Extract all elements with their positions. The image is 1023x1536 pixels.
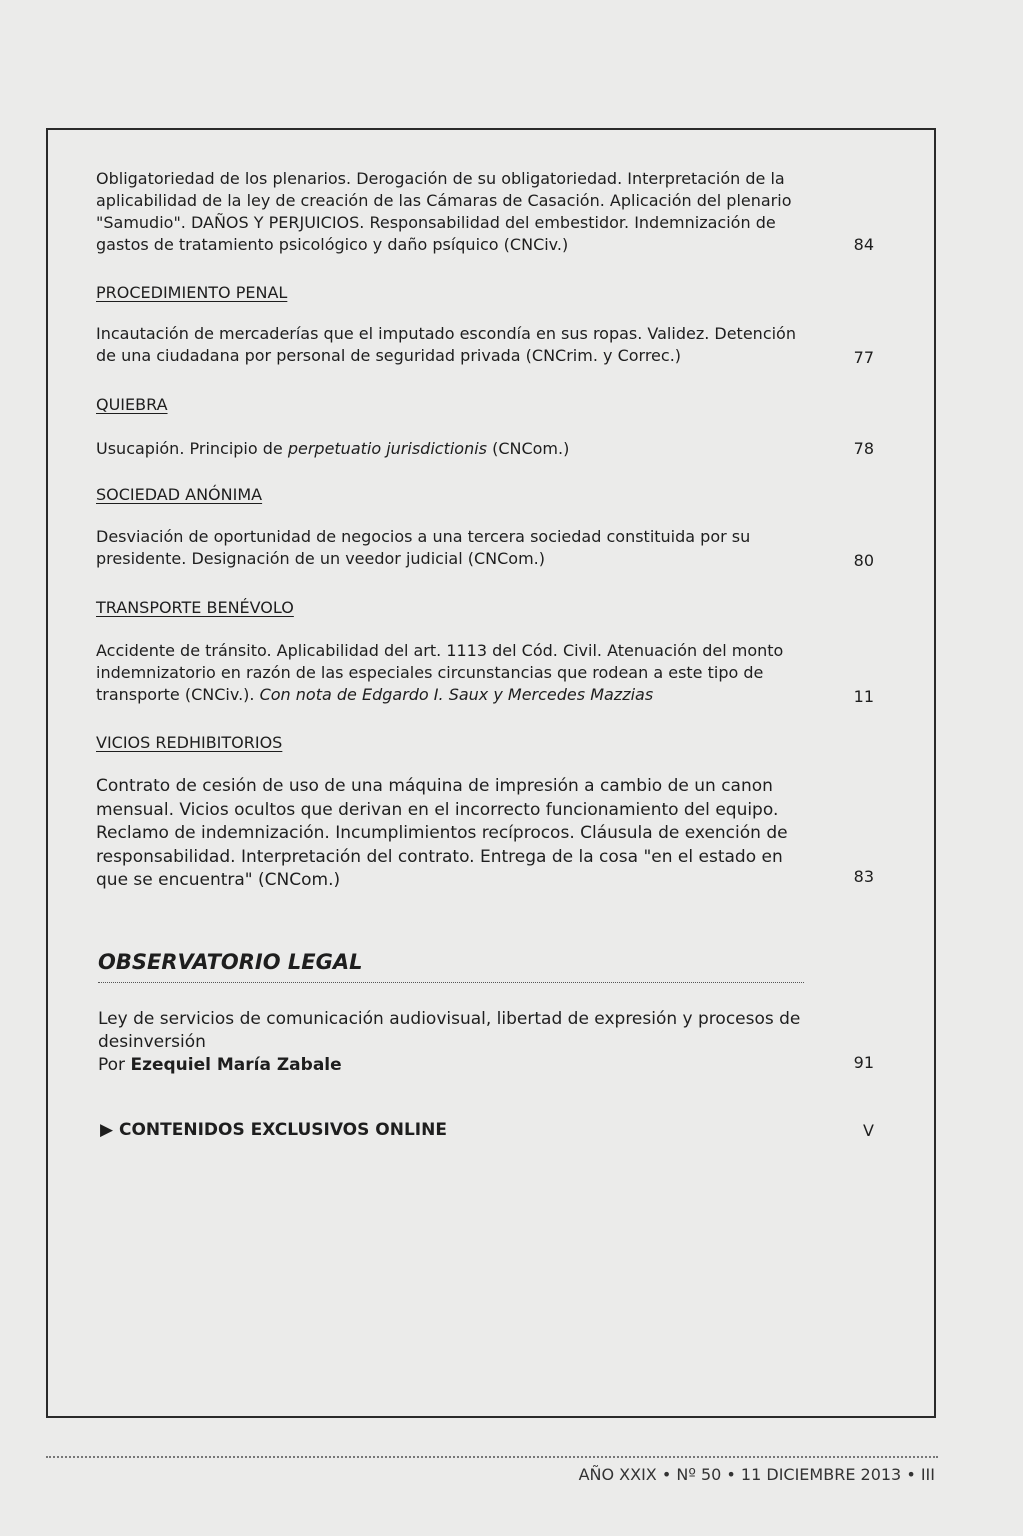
section-sociedad-anonima: SOCIEDAD ANÓNIMA	[96, 485, 263, 504]
observatorio-legal-heading: OBSERVATORIO LEGAL	[98, 950, 804, 983]
entry-ley-servicios[interactable]	[98, 1008, 808, 1077]
page-number: 77	[853, 348, 874, 367]
entry-text: Accidente de tránsito. Aplicabilidad del art. 1113 del Cód. Civil. Atenuación del monto indemnizatorio en razón de las especiales circunstancias que rodean a este tipo de transporte (CNCiv.).	[96, 641, 784, 704]
page-number: 11	[853, 687, 874, 706]
section-transporte-benevolo: TRANSPORTE BENÉVOLO	[96, 598, 294, 617]
author-prefix: Por	[98, 1055, 131, 1075]
entry-accidente[interactable]	[96, 640, 806, 706]
entry-text: Ley de servicios de comunicación audiovisual, libertad de expresión y procesos de desinversión	[98, 1009, 801, 1052]
page-number: 83	[853, 867, 874, 886]
page-number: 80	[853, 551, 874, 570]
entry-desviacion[interactable]: Desviación de oportunidad de negocios a una tercera sociedad constituida por su presidente. Designación de un veedor judicial (CNCom.)	[96, 527, 751, 568]
section-quiebra: QUIEBRA	[96, 395, 168, 414]
page-number: 84	[853, 235, 874, 254]
section-procedimiento-penal: PROCEDIMIENTO PENAL	[96, 283, 288, 302]
entry-text: Usucapión. Principio de	[96, 439, 288, 458]
entry-text: (CNCom.)	[487, 439, 570, 458]
entry-usucapion[interactable]	[96, 438, 806, 460]
page-number: V	[863, 1121, 874, 1140]
entry-incautacion[interactable]: Incautación de mercaderías que el imputado escondía en sus ropas. Validez. Detención de una ciudadana por personal de seguridad privada (CNCrim. y Correc.)	[96, 324, 796, 365]
footer-issue-info: AÑO XXIX • Nº 50 • 11 DICIEMBRE 2013 • III	[578, 1465, 935, 1484]
author-name: Ezequiel María Zabale	[130, 1055, 342, 1075]
page-number: 91	[853, 1053, 874, 1072]
page-number: 78	[853, 439, 874, 458]
content-frame	[46, 128, 936, 1418]
entry-contrato[interactable]: Contrato de cesión de uso de una máquina de impresión a cambio de un canon mensual. Vicios ocultos que derivan en el incorrecto funcionamiento del equipo. Reclamo de indemnización. Incumplimientos recíprocos. Cláusula de exención de responsabilidad. Interpretación del contrato. Entrega de la cosa "en el estado en que se encuentra" (CNCom.)	[96, 776, 788, 890]
entry-italic-text: perpetuatio jurisdictionis	[287, 439, 487, 458]
footer-divider	[46, 1456, 938, 1458]
section-vicios-redhibitorios: VICIOS REDHIBITORIOS	[96, 733, 283, 752]
entry-plenarios[interactable]: Obligatoriedad de los plenarios. Derogación de su obligatoriedad. Interpretación de la aplicabilidad de la ley de creación de las Cámaras de Casación. Aplicación del plenario "Samudio". DAÑOS Y PERJUICIOS. Responsabilidad del embestidor. Indemnización de gastos de tratamiento psicológico y daño psíquico (CNCiv.)	[96, 169, 792, 254]
entry-note: Con nota de Edgardo I. Saux y Mercedes Mazzias	[259, 685, 654, 704]
online-content-link[interactable]: ▶ CONTENIDOS EXCLUSIVOS ONLINE	[100, 1120, 447, 1140]
